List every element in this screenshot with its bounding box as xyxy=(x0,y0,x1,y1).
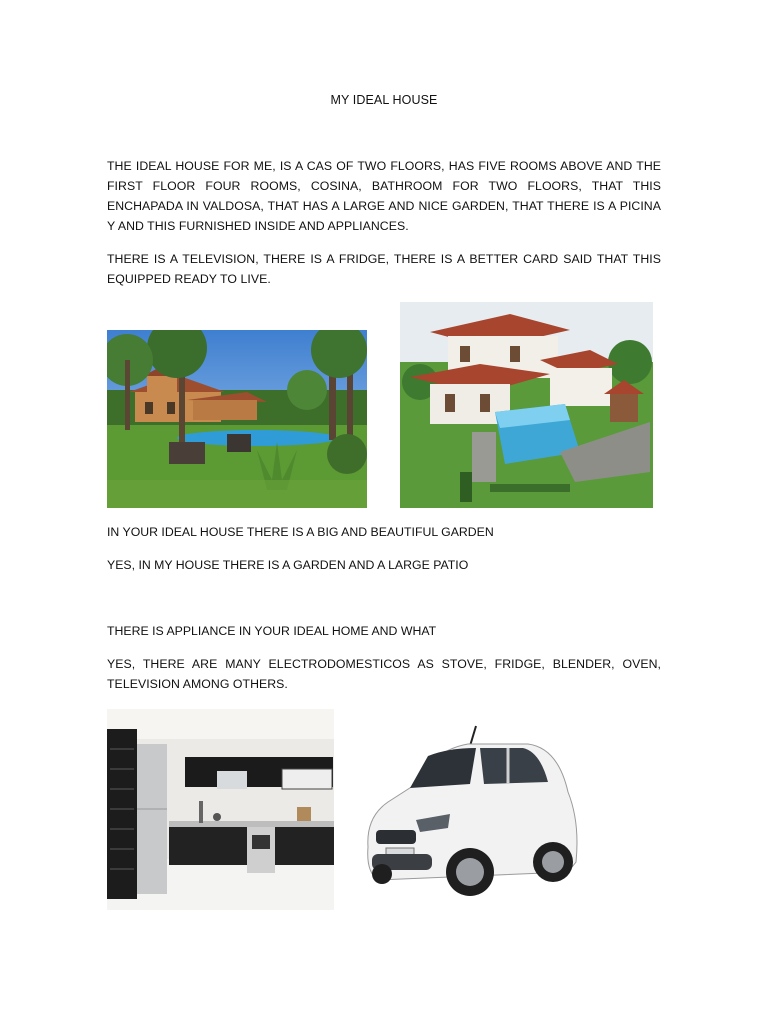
question-garden: IN YOUR IDEAL HOUSE THERE IS A BIG AND BEAUTIFUL GARDEN xyxy=(107,525,494,539)
paragraph-intro: THE IDEAL HOUSE FOR ME, IS A CAS OF TWO FLOORS, HAS FIVE ROOMS ABOVE AND THE FIRST FLOOR FOUR ROOMS, COSINA, BATHROOM FOR TWO FLOORS, THAT THIS ENCHAPADA IN VALDOSA, THAT HAS A LARGE AND NICE GARDEN, THAT THERE IS A PICINA Y AND THIS FURNISHED INSIDE AND APPLIANCES. xyxy=(107,159,661,233)
page-title: MY IDEAL HOUSE xyxy=(330,93,438,107)
white-car-photo xyxy=(358,722,580,908)
garden-house-photo xyxy=(107,330,367,508)
answer-appliances: YES, THERE ARE MANY ELECTRODOMESTICOS AS STOVE, FRIDGE, BLENDER, OVEN, TELEVISION AMONG OTHERS. xyxy=(107,657,661,691)
paragraph-equipment: THERE IS A TELEVISION, THERE IS A FRIDGE, THERE IS A BETTER CARD SAID THAT THIS EQUIPPED READY TO LIVE. xyxy=(107,252,661,286)
pool-house-render xyxy=(400,302,653,508)
question-appliances: THERE IS APPLIANCE IN YOUR IDEAL HOME AND WHAT xyxy=(107,624,437,638)
answer-garden: YES, IN MY HOUSE THERE IS A GARDEN AND A LARGE PATIO xyxy=(107,558,469,572)
kitchen-photo xyxy=(107,709,334,910)
